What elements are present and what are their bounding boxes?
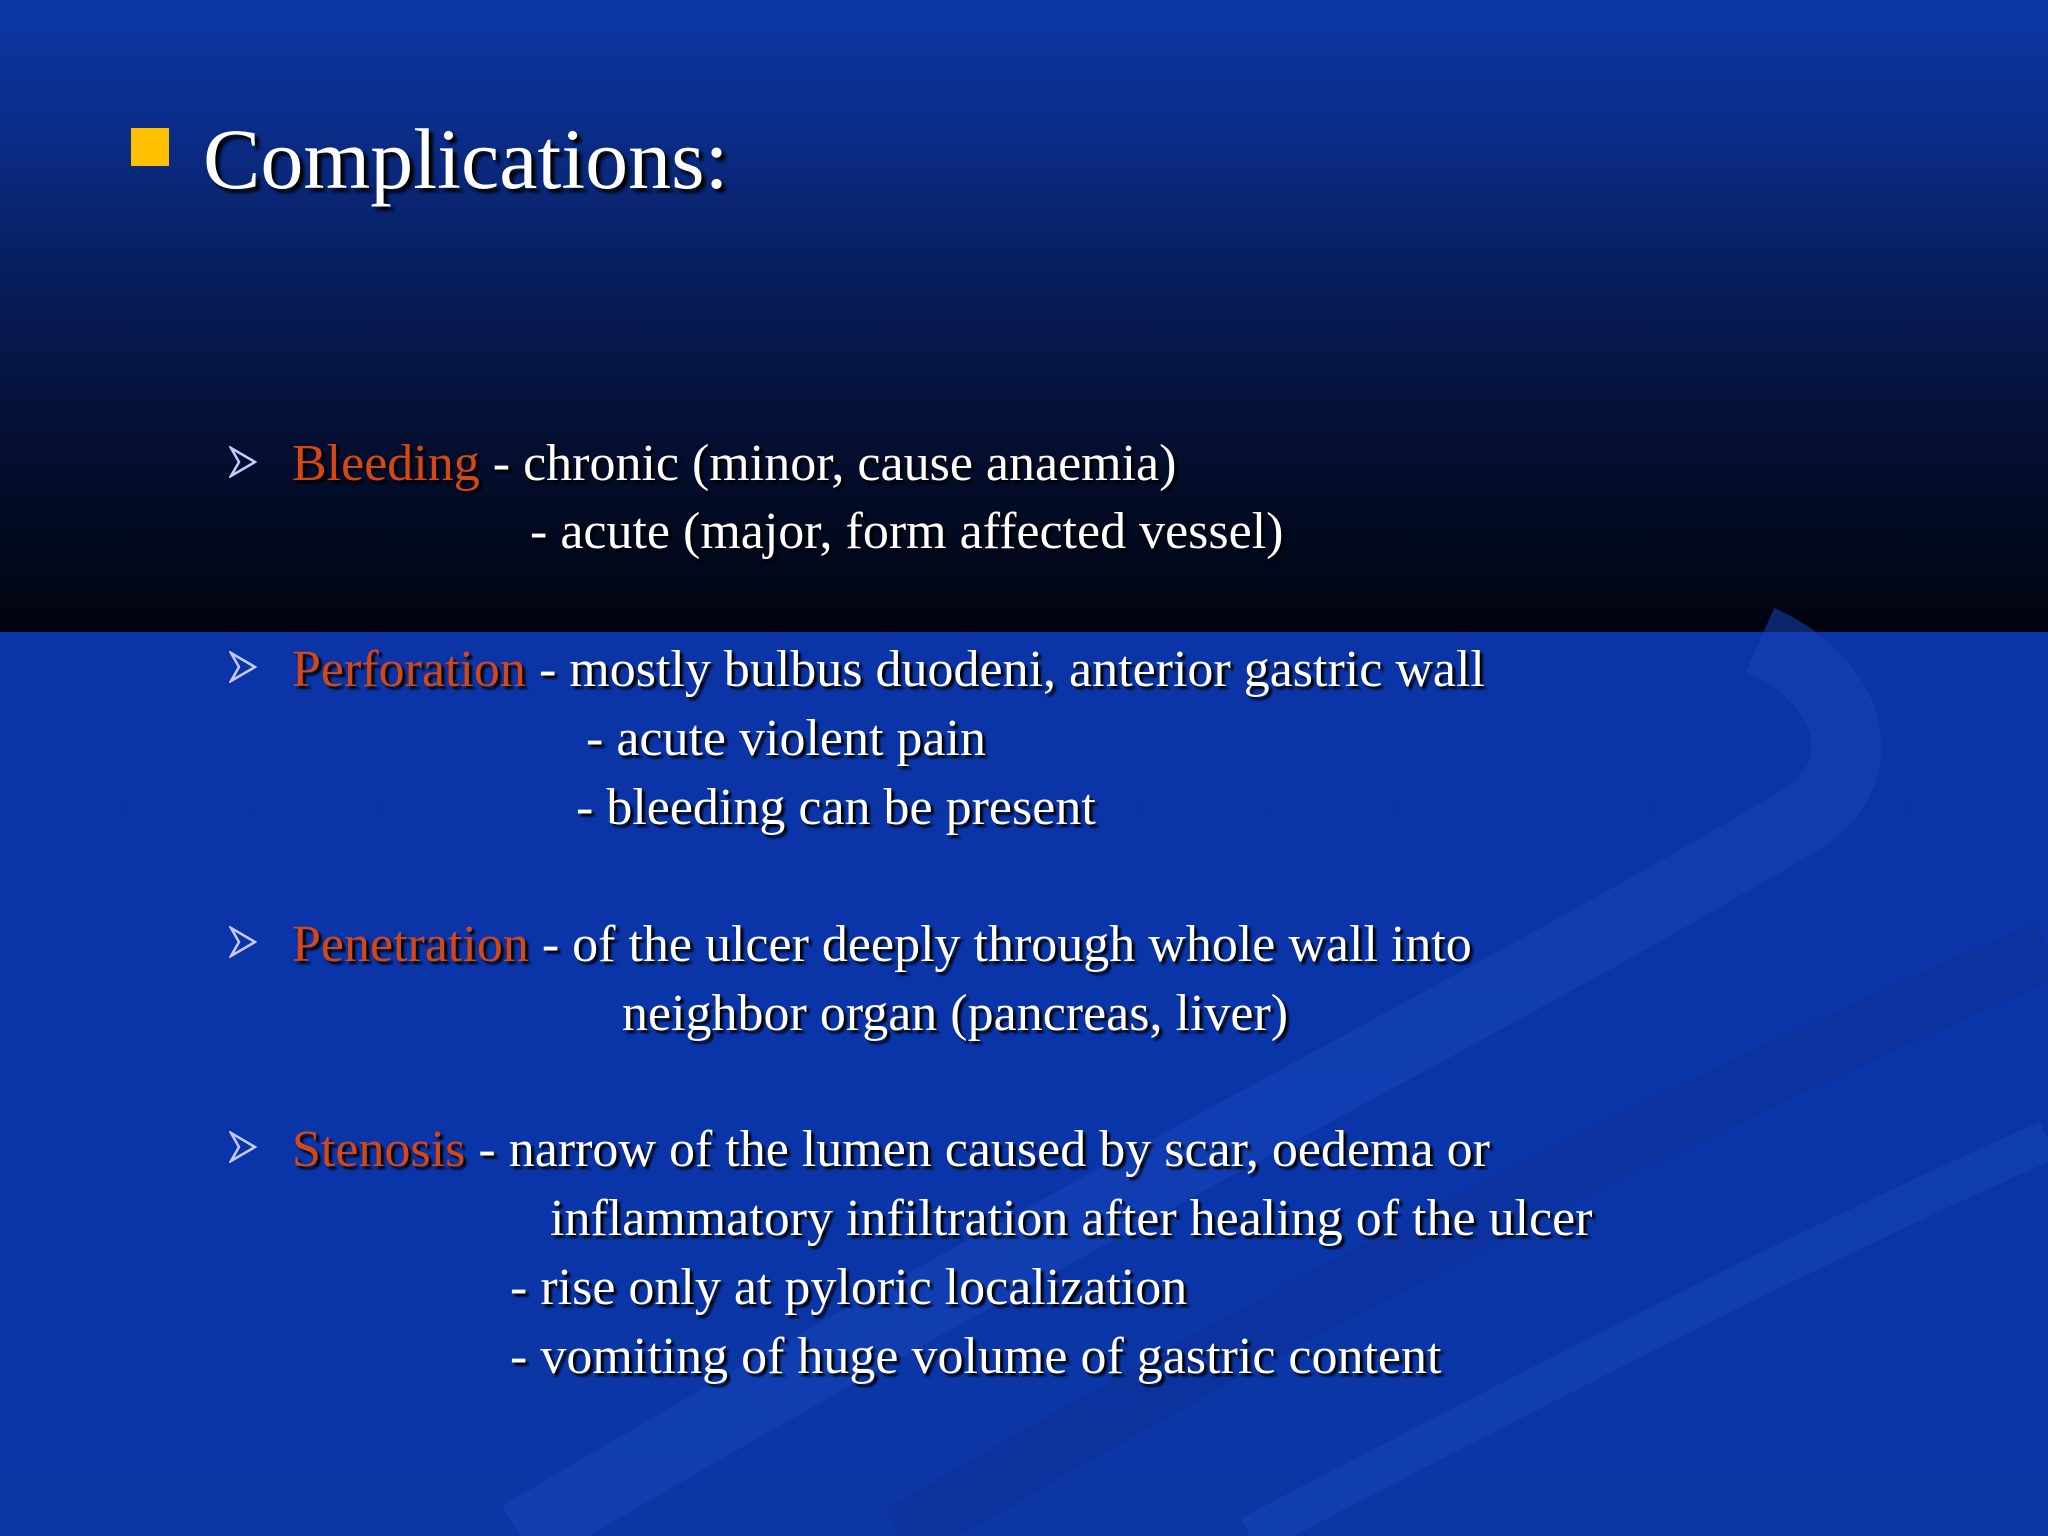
item-continuation: - acute violent pain bbox=[586, 710, 986, 767]
item-term: Stenosis bbox=[292, 1121, 466, 1178]
item-text: - of the ulcer deeply through whole wall into bbox=[528, 916, 1472, 973]
arrow-bullet-icon bbox=[229, 446, 257, 478]
arrow-bullet-icon bbox=[229, 1131, 257, 1163]
arrow-bullet-icon bbox=[229, 926, 257, 958]
square-bullet-icon bbox=[131, 128, 169, 166]
item-continuation: - bleeding can be present bbox=[576, 779, 1096, 836]
item-text: - narrow of the lumen caused by scar, oedema or bbox=[465, 1121, 1490, 1178]
item-term: Penetration bbox=[292, 916, 529, 973]
list-item-bleeding bbox=[292, 430, 1176, 498]
item-text: - mostly bulbus duodeni, anterior gastric wall bbox=[525, 641, 1485, 698]
item-continuation: - acute (major, form affected vessel) bbox=[530, 503, 1284, 560]
item-continuation: neighbor organ (pancreas, liver) bbox=[622, 985, 1289, 1042]
slide-title: Complications: bbox=[203, 111, 729, 207]
list-item-perforation bbox=[292, 636, 1485, 704]
item-term: Perforation bbox=[292, 641, 526, 698]
item-continuation: inflammatory infiltration after healing of the ulcer bbox=[550, 1190, 1593, 1247]
list-item-penetration bbox=[292, 911, 1472, 979]
item-continuation: - vomiting of huge volume of gastric content bbox=[510, 1328, 1442, 1385]
list-item-stenosis bbox=[292, 1116, 1490, 1184]
item-text: - chronic (minor, cause anaemia) bbox=[479, 435, 1177, 492]
item-term: Bleeding bbox=[292, 435, 480, 492]
item-continuation: - rise only at pyloric localization bbox=[510, 1259, 1188, 1316]
arrow-bullet-icon bbox=[229, 651, 257, 683]
